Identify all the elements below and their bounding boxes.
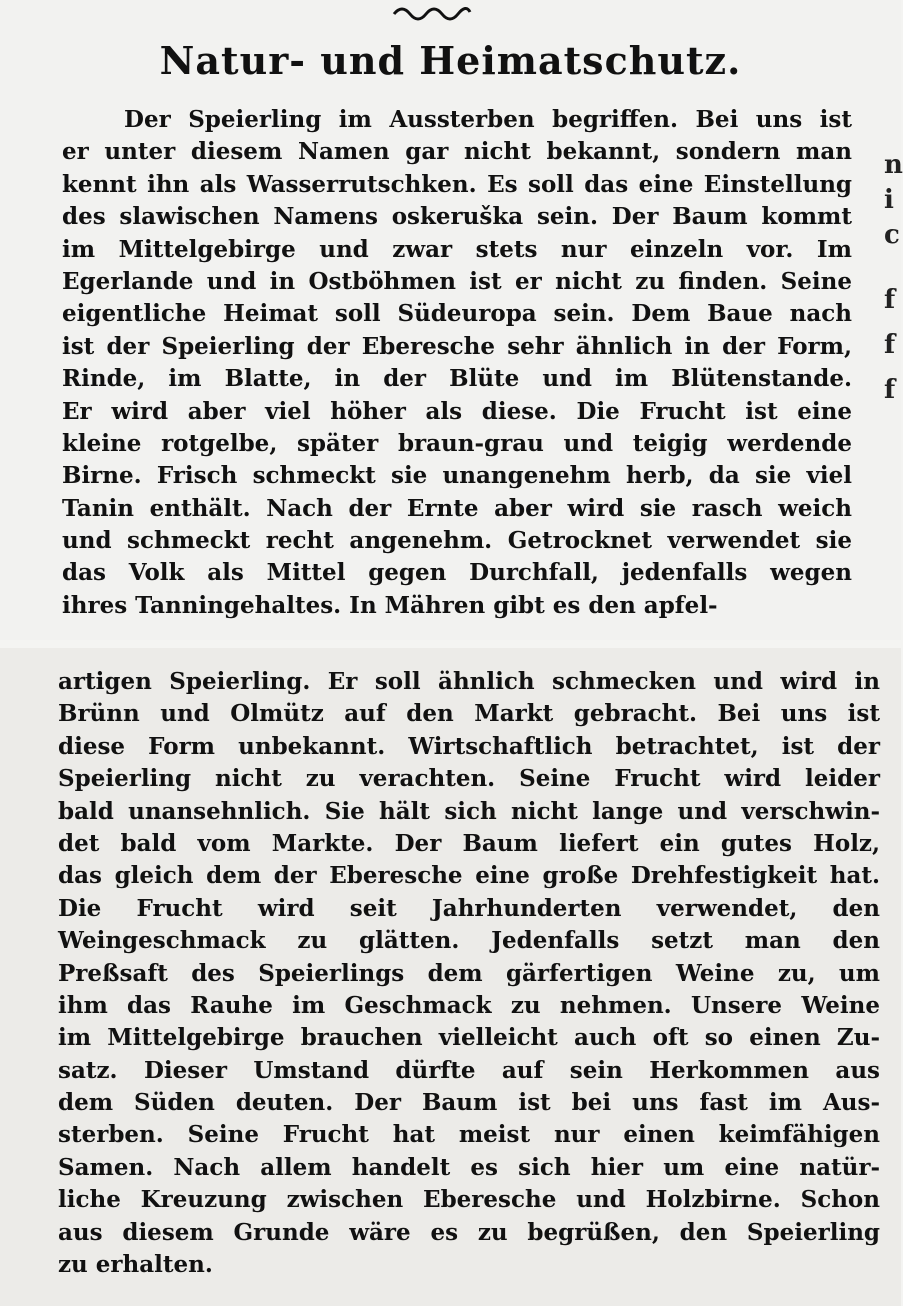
ornament-divider-icon — [392, 2, 472, 20]
text-line: det bald vom Markte. Der Baum liefert ein gutes Holz, — [58, 829, 880, 857]
text-line: im Mittelgebirge und zwar stets nur einzeln vor. Im — [62, 235, 852, 263]
text-line: des slawischen Namens oskeruška sein. Der Baum kommt — [62, 203, 852, 231]
text-line: Weingeschmack zu glätten. Jedenfalls setzt man den — [58, 927, 880, 955]
text-line: bald unansehnlich. Sie hält sich nicht lange und verschwin- — [58, 797, 880, 825]
text-line: artigen Speierling. Er soll ähnlich schmecken und wird in — [58, 668, 880, 695]
text-line: das gleich dem der Eberesche eine große Drehfestigkeit hat. — [58, 862, 880, 890]
text-line: Speierling nicht zu verachten. Seine Frucht wird leider — [58, 765, 880, 793]
text-line: er unter diesem Namen gar nicht bekannt, sondern man — [62, 138, 852, 166]
text-line: liche Kreuzung zwischen Eberesche und Holzbirne. Schon — [58, 1186, 880, 1214]
text-line: im Mittelgebirge brauchen vielleicht auch oft so einen Zu- — [58, 1024, 880, 1052]
text-line: ihres Tanningehaltes. In Mähren gibt es den apfel- — [62, 591, 718, 619]
text-line: Er wird aber viel höher als diese. Die Frucht ist eine — [62, 397, 852, 425]
margin-fragment: c — [884, 220, 900, 250]
margin-fragment: i — [884, 185, 894, 215]
text-line: eigentliche Heimat soll Südeuropa sein. Dem Baue nach — [62, 300, 852, 328]
margin-fragment: n — [884, 150, 903, 180]
article-title: Natur- und Heimatschutz. — [159, 38, 742, 83]
text-line: Die Frucht wird seit Jahrhunderten verwendet, den — [58, 894, 880, 922]
text-line: kleine rotgelbe, später braun-grau und teigig werdende — [62, 429, 852, 457]
text-line: ist der Speierling der Eberesche sehr ähnlich in der Form, — [62, 332, 852, 360]
text-line: Preßsaft des Speierlings dem gärfertigen Weine zu, um — [58, 959, 880, 987]
article-paragraph-2 — [58, 666, 880, 1281]
article-paragraph-1 — [62, 104, 852, 622]
text-line: dem Süden deuten. Der Baum ist bei uns fast im Aus- — [58, 1089, 880, 1117]
text-line: satz. Dieser Umstand dürfte auf sein Herkommen aus — [58, 1056, 880, 1084]
text-line: aus diesem Grunde wäre es zu begrüßen, den Speierling — [58, 1218, 880, 1246]
text-line: zu erhalten. — [58, 1251, 213, 1279]
text-line: Birne. Frisch schmeckt sie unangenehm herb, da sie viel — [62, 462, 852, 490]
text-line: kennt ihn als Wasserrutschken. Es soll das eine Einstellung — [62, 170, 852, 198]
text-line: das Volk als Mittel gegen Durchfall, jedenfalls wegen — [62, 559, 852, 587]
margin-fragment: f — [884, 285, 896, 315]
text-line: Rinde, im Blatte, in der Blüte und im Blütenstande. — [62, 365, 852, 393]
text-line: Tanin enthält. Nach der Ernte aber wird sie rasch weich — [62, 494, 852, 522]
text-line: Samen. Nach allem handelt es sich hier um eine natür- — [58, 1153, 880, 1181]
text-line: sterben. Seine Frucht hat meist nur einen keimfähigen — [58, 1121, 880, 1149]
text-line: Der Speierling im Aussterben begriffen. Bei uns ist — [124, 106, 852, 133]
text-line: ihm das Rauhe im Geschmack zu nehmen. Unsere Weine — [58, 991, 880, 1019]
text-line: Egerlande und in Ostböhmen ist er nicht zu finden. Seine — [62, 267, 852, 295]
margin-fragment: f — [884, 375, 896, 405]
text-line: und schmeckt recht angenehm. Getrocknet verwendet sie — [62, 527, 852, 555]
margin-fragment: f — [884, 330, 896, 360]
text-line: Brünn und Olmütz auf den Markt gebracht. Bei uns ist — [58, 700, 880, 728]
text-line: diese Form unbekannt. Wirtschaftlich betrachtet, ist der — [58, 732, 880, 760]
